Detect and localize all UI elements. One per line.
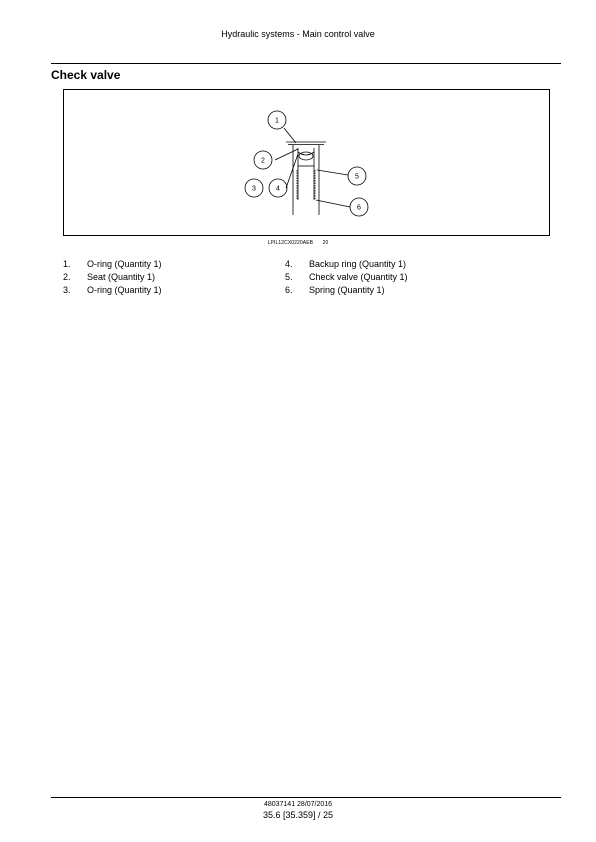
figure-code: LPIL12CX0220AEB (267, 240, 314, 246)
legend-item-label: Spring (Quantity 1) (309, 285, 385, 295)
legend-column-left (63, 258, 162, 297)
callout-label-3: 3 (252, 185, 256, 193)
legend-item-label: Check valve (Quantity 1) (309, 272, 408, 282)
legend-item-number: 2. (63, 272, 71, 282)
legend-item (285, 258, 408, 271)
legend-item (63, 271, 162, 284)
legend-item-label: O-ring (Quantity 1) (87, 259, 162, 269)
legend-item-number: 1. (63, 259, 71, 269)
legend-item-number: 6. (285, 285, 293, 295)
legend-item-label: Seat (Quantity 1) (87, 272, 156, 282)
leader-5 (317, 170, 348, 175)
figure-number: 20 (322, 240, 329, 246)
leader-4 (286, 154, 298, 188)
section-divider (51, 63, 561, 64)
footer-page-number: 35.6 [35.359] / 25 (262, 810, 334, 820)
callout-label-1: 1 (275, 117, 279, 125)
leader-6 (316, 200, 350, 207)
figure-caption (0, 240, 596, 246)
callout-label-5: 5 (355, 173, 359, 181)
legend-item (63, 284, 162, 297)
footer-divider (51, 797, 561, 798)
figure-frame (63, 89, 550, 236)
callout-label-2: 2 (261, 157, 265, 165)
legend-item-label: O-ring (Quantity 1) (87, 285, 162, 295)
legend-item (63, 258, 162, 271)
leader-1 (284, 128, 296, 143)
legend-item-number: 4. (285, 259, 293, 269)
section-title: Check valve (51, 68, 121, 82)
legend-item-number: 5. (285, 272, 293, 282)
check-valve-ball (299, 152, 313, 160)
check-valve-diagram (64, 90, 551, 237)
footer-document-id: 48037141 28/07/2016 (263, 801, 333, 808)
legend-column-right (285, 258, 408, 297)
legend-item (285, 284, 408, 297)
legend-item (285, 271, 408, 284)
legend-item-number: 3. (63, 285, 71, 295)
callout-label-4: 4 (276, 185, 280, 193)
legend-item-label: Backup ring (Quantity 1) (309, 259, 407, 269)
page-header: Hydraulic systems - Main control valve (221, 29, 375, 39)
leader-2 (275, 149, 298, 160)
callout-label-6: 6 (357, 204, 361, 212)
